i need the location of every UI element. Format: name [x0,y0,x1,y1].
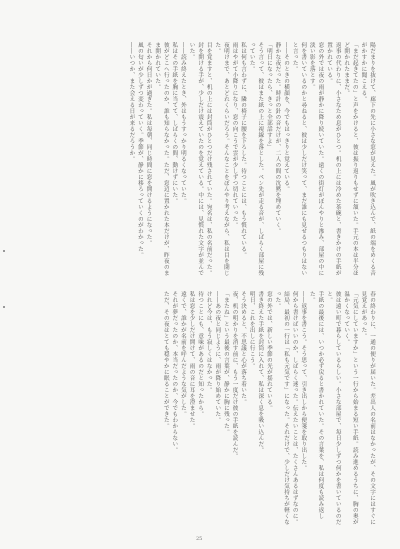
text-column: 陽だまりを抜けて、廊下の先に小さな窓が見えた。風が吹き込んで、紙の端をめくる音がかすかに聞こえる。 [360,42,375,276]
text-column: そう言って、彼はまた紙の上に視線を落とした。ペン先が走る音が、しばらく部屋に残っていた。 [248,42,264,276]
text-column: ――読み終えたとき、外はもうすっかり明るくなっていた。 [179,42,186,204]
text-column: 「明日になったら、きっと全部話すよ」 [265,42,272,150]
text-column: 彼は遠い町で暮らしているらしい。小さな部屋で、毎日少しずつ何かを書いているのだと。 [326,291,341,525]
text-column: 何を書いているのかと尋ねると、彼は少しだけ笑って、まだ誰にも見せるつもりはないと言った。 [291,42,307,276]
text-column: 静かな夜だった。時計の針の音だけが、二人の間の沈黙を埋めていく。 [274,42,281,234]
text-column: ――いつか、また会える日が来るだろうか。 [128,42,135,162]
text-column: 彼がどこへ行ったのか、誰も知らなかった。ただ、窓辺に置かれた本だけが、昨夜のまま開かれていた。 [154,42,169,276]
text-column: 「まだ起きてたの」と声をかけると、彼は振り返りもせずに頷いた。手元の本は半分ほど開かれたままだ。 [343,42,358,276]
text-column: 窓の外では夜の雨が静かに降り続いていた。遠くの街灯がぼんやりと滲み、部屋の中に淡い影を落とす。 [308,42,324,276]
text-column: 明日、これを出しに行こう。 [248,291,255,369]
text-column: 私は窓を少しだけ開けて、雨の音に耳を澄ませた。 [188,291,195,429]
edge-mark [3,306,5,308]
text-column: 私は何も言わずに、隣の椅子に腰を下ろした。待つことには、もう慣れている。 [240,42,247,258]
text-column: けれど今は、もう寂しくはなかった。 [205,291,212,393]
lower-text-block [30,291,376,527]
text-column: 何から書けばいいのか、しばらく迷った。伝えたいことは、たくさんあるはずなのに。 [291,291,298,525]
text-column: 目を覚ますと、机の上には封筒がひとつだけ残されていた。宛名は、私の名前だった。 [205,42,212,276]
text-column: 遠くで、誰かが名前を呼んだような気がした。 [179,291,186,417]
text-column: 手紙の最後には、いつか必ず戻ると書かれていた。その言葉を、私は何度も読み返した。 [308,291,324,519]
text-column: 風の匂いが少しずつ変わっていく。季節が、静かに移ろっていくのがわかった。 [136,42,143,258]
edge-mark [3,250,5,252]
text-column: 「またね」という最後の言葉が、静かに胸に残った。 [222,291,229,435]
text-column: ――そのときの横顔を、今でもはっきりと覚えている。 [283,42,290,192]
text-column: 夜、机の明かりを消す前に、もう一度だけ彼の手紙を読んだ。 [231,291,238,459]
text-column: 書き終えた手紙を封筒に入れて、私は深く息を吸い込んだ。 [257,291,264,453]
upper-text-block [30,42,376,278]
text-column: ――あの夜と同じように、雨が降り始めていた。 [214,291,221,423]
text-column: 雨はやがて小降りになり、窓の向こうで雲が少しずつ切れていった。 [231,42,238,228]
text-column: ただ、その夜はとても穏やかに眠ることができた。 [162,291,169,429]
text-column: 私はその手紙を胸に当てて、しばらくの間、動けずにいた。 [171,42,178,204]
text-column: 返事の代わりに、小さなため息がひとつ。机の上には冷めた茶碗と、書きかけの手紙が置かれている。 [326,42,341,276]
text-column: 待つことにも、意味があるのだと知ったから。 [197,291,204,417]
text-column: 「元気にしていますか」という一行から始まる短い手紙。読み進めるうちに、胸の奥が温かくなっていく。 [343,291,358,525]
text-column: それから何日かが過ぎた。私は毎朝、同じ時間に窓を開けるようになった。 [145,42,152,246]
page-number: 25 [196,536,203,542]
text-column: 結局、最初の一行は「私も元気です」になった。それだけで、少しだけ気持ちが軽くなった。 [274,291,290,525]
text-column: それが夢だったのか、本当だったのか、今でもわからない。 [171,291,178,453]
text-column: 春の終わりに、一通の便りが届いた。差出人の名前はなかったが、その文字にはすぐに見覚えがあった。 [360,291,375,525]
text-column: 窓の外では、新しい季節の光が揺れている。 [265,291,272,411]
text-column: そう決めると、不思議と心が落ち着いた。 [240,291,247,405]
text-column: ――返事を書こう。そう思って、引き出しから便箋を取り出した。 [300,291,307,471]
text-column: 夜明けまで、あとどれくらいだろう。そんなことをぼんやり考えながら、私は目を閉じた。 [214,42,229,276]
text-column: 封を開ける手が、少しだけ震えていたのを覚えている。中には、見慣れた文字が並んでいた。 [188,42,204,276]
